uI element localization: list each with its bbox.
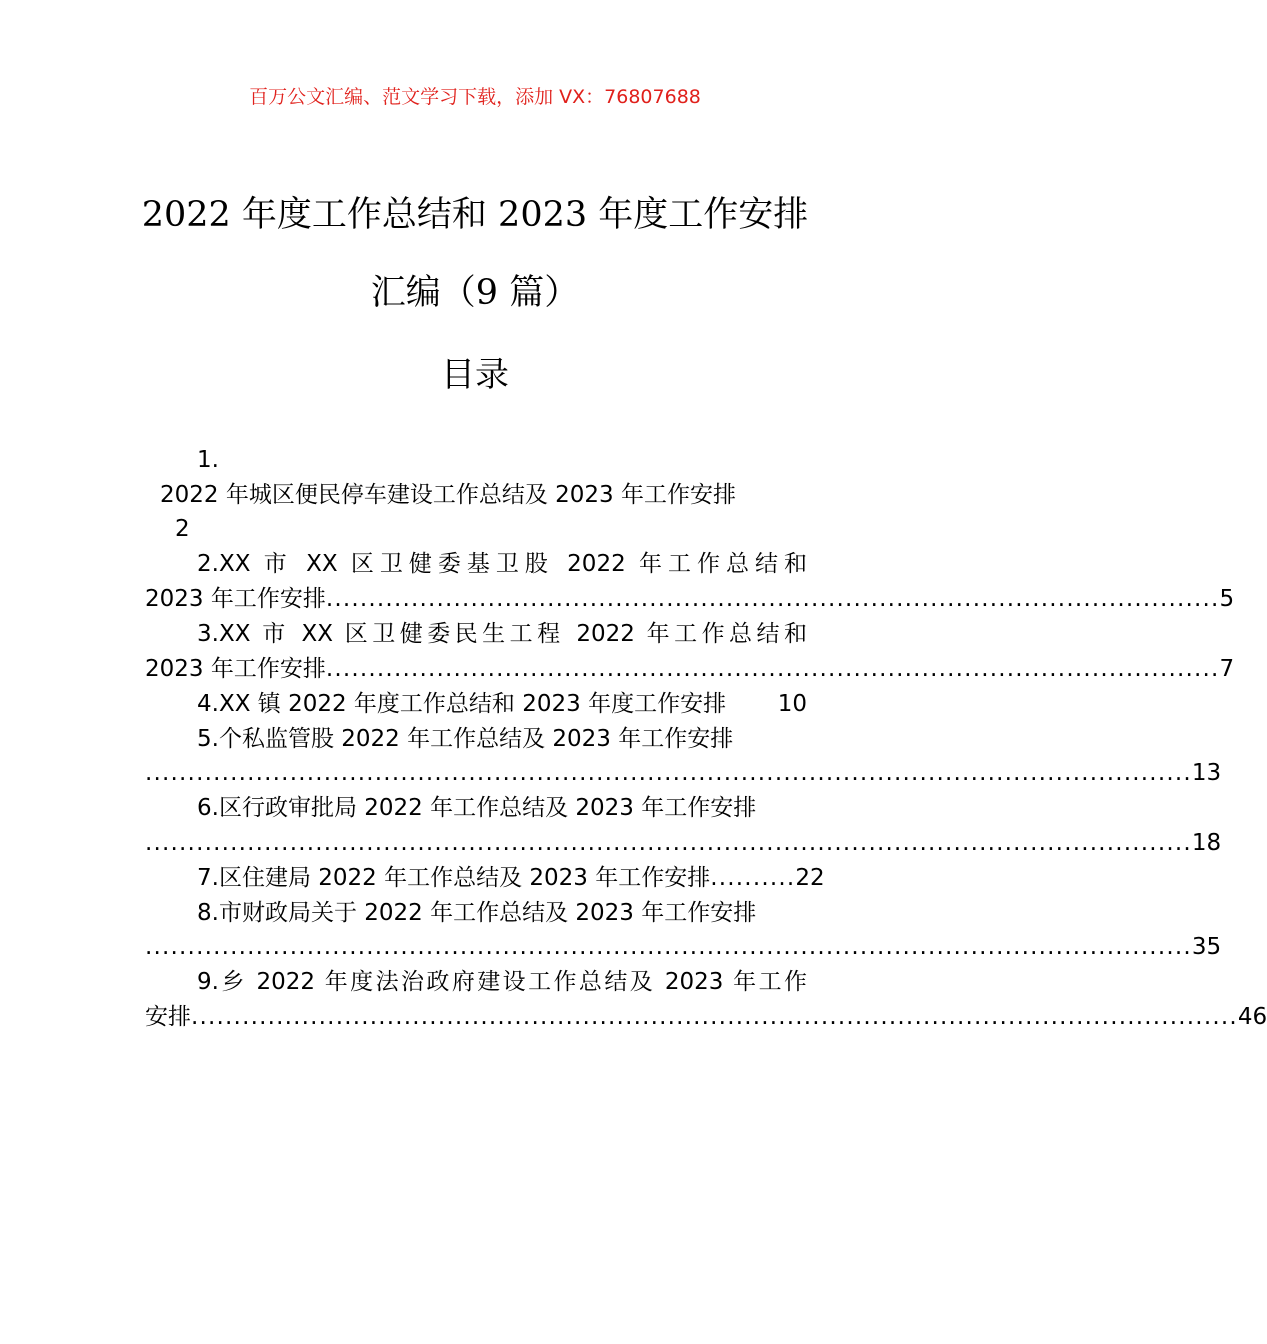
toc-leader-dots: ......................................................................................................... <box>325 586 1220 612</box>
toc-entry-6-line1[interactable] <box>197 791 807 825</box>
toc-leader-dots: ........................................................................................................................... <box>145 760 1192 786</box>
toc-entry-title-cont: 2023 年工作安排 <box>145 586 326 612</box>
toc-entry-title: 3.XX 市 XX 区卫健委民生工程 2022 年工作总结和 <box>197 621 807 647</box>
toc-entry-2-line2[interactable] <box>145 582 1235 616</box>
toc-entry-title: 2.XX 市 XX 区卫健委基卫股 2022 年工作总结和 <box>197 551 807 577</box>
toc-leader-dots: ........................................................................................................................... <box>191 1004 1238 1030</box>
toc-entry-page: 35 <box>1191 934 1222 960</box>
toc-entry-3-line1[interactable] <box>197 617 807 651</box>
toc-entry-9-line1[interactable] <box>197 965 807 999</box>
toc-entry-title: 2022 年城区便民停车建设工作总结及 2023 年工作安排 <box>160 482 736 508</box>
toc-entry-page: 46 <box>1237 1004 1267 1030</box>
document-title: 2022 年度工作总结和 2023 年度工作安排汇编（9 篇） <box>141 195 809 313</box>
toc-entry-title-cont: 2023 年工作安排 <box>145 656 326 682</box>
toc-leader-dots: ........................................................................................................................... <box>145 934 1192 960</box>
toc-entry-title: 5.个私监管股 2022 年工作总结及 2023 年工作安排 <box>197 726 734 752</box>
toc-entry-title: 8.市财政局关于 2022 年工作总结及 2023 年工作安排 <box>197 900 757 926</box>
toc-entry-5-line2[interactable] <box>145 756 1222 790</box>
toc-entry-9-line2[interactable] <box>145 1000 1267 1034</box>
toc-entry-number: 1. <box>197 447 219 473</box>
toc-entry-title: 9.乡 2022 年度法治政府建设工作总结及 2023 年工作 <box>197 969 807 995</box>
toc-entry-title-cont: 安排 <box>145 1004 191 1030</box>
toc-entry-title: 4.XX 镇 2022 年度工作总结和 2023 年度工作安排 <box>197 691 727 717</box>
toc-entry-page: 18 <box>1191 830 1222 856</box>
toc-entry-5-line1[interactable] <box>197 722 807 756</box>
header-note: 百万公文汇编、范文学习下载，添加 VX：76807688 <box>249 86 701 108</box>
toc-leader-dots: ......................................................................................................... <box>325 656 1220 682</box>
toc-entry-1-page-line[interactable] <box>175 512 807 546</box>
toc-entry-title: 7.区住建局 2022 年工作总结及 2023 年工作安排 <box>197 865 711 891</box>
toc-leader-dots: ........................................................................................................................... <box>145 830 1192 856</box>
toc-entry-4-line1[interactable] <box>197 687 807 721</box>
toc-entry-2-line1[interactable] <box>197 547 807 581</box>
toc-entry-8-line2[interactable] <box>145 930 1222 964</box>
toc-entry-6-line2[interactable] <box>145 826 1222 860</box>
toc-entry-page: 5 <box>1219 586 1235 612</box>
toc-entry-page: 13 <box>1191 760 1222 786</box>
toc-entry-page: 10 <box>777 691 807 717</box>
toc-entry-page: 2 <box>175 516 190 542</box>
toc-entry-1-number-line[interactable] <box>197 443 807 477</box>
toc-entry-8-line1[interactable] <box>197 896 807 930</box>
toc-entry-title: 6.区行政审批局 2022 年工作总结及 2023 年工作安排 <box>197 795 757 821</box>
toc-entry-3-line2[interactable] <box>145 652 1235 686</box>
toc-entry-1-title-line[interactable] <box>160 478 807 512</box>
toc-entry-page: 7 <box>1219 656 1235 682</box>
toc-leader-dots: .......... <box>710 865 796 891</box>
toc-entry-page: 22 <box>795 865 825 891</box>
toc-entry-7-line1[interactable] <box>197 861 825 895</box>
toc-heading: 目录 <box>441 355 509 395</box>
